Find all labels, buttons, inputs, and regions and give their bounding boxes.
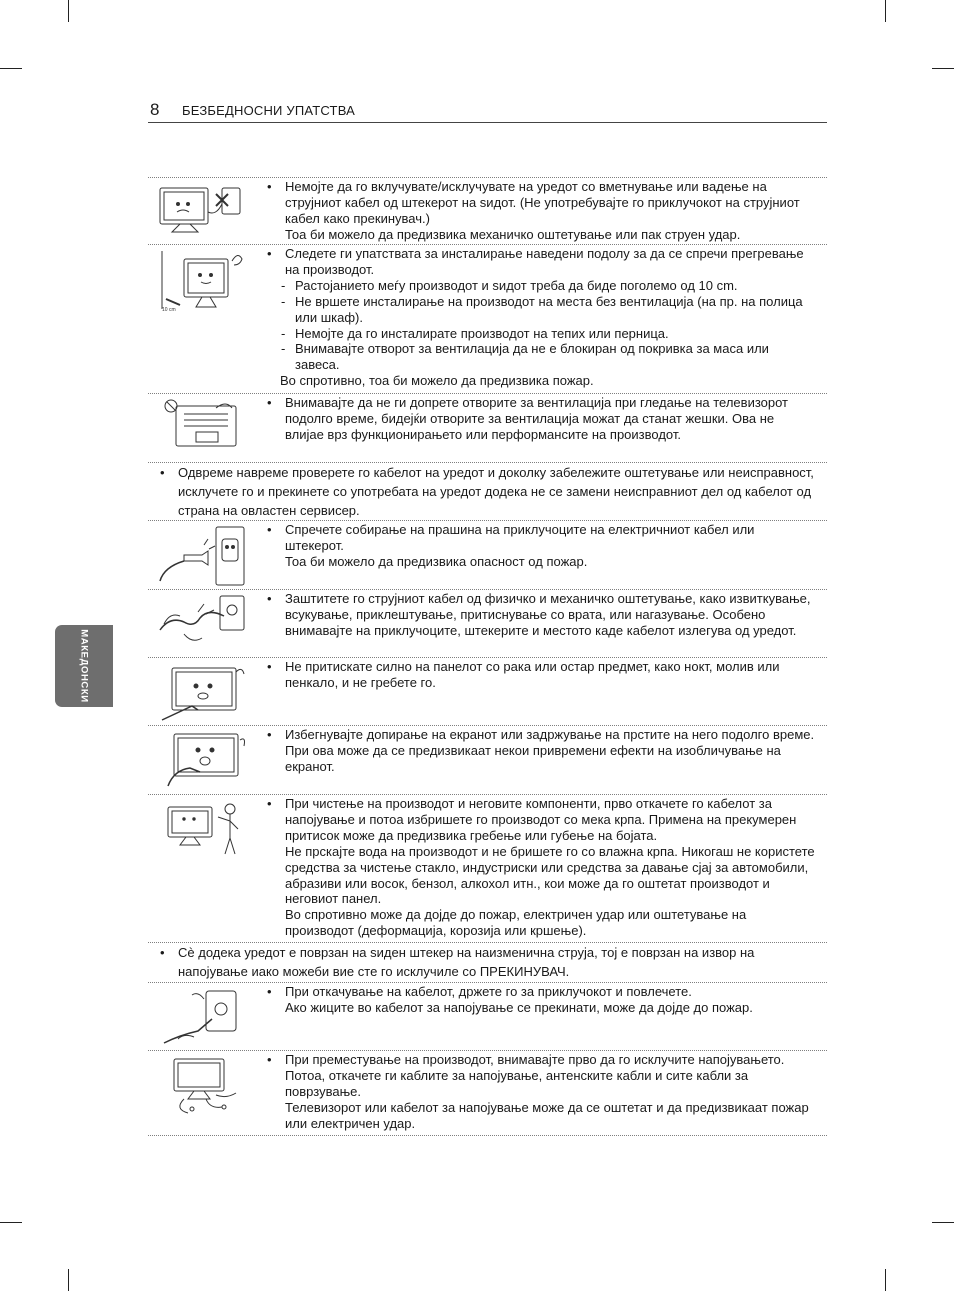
bullet: • [267, 522, 272, 537]
item-main-text: Сè додека уредот е поврзан на ѕиден штекер на наизменична струја, тој е поврзан на извор на напојување иако можеби вие сте го исклучиле со ПРЕКИНУВАЧ. [178, 945, 755, 979]
item-text [158, 463, 818, 520]
item-text [265, 246, 815, 389]
bullet: • [267, 395, 272, 410]
bullet: • [267, 727, 272, 742]
safety-item [148, 520, 827, 590]
bullet: • [267, 984, 272, 999]
tv-rear-vent-icon [154, 398, 248, 452]
item-text [265, 1052, 815, 1132]
safety-item [148, 1050, 827, 1136]
bullet: • [160, 945, 165, 960]
sub-item: - Растојанието меѓу производот и ѕидот треба да биде поголемо од 10 cm. [281, 277, 738, 293]
bullet: • [267, 796, 272, 811]
tv-cleaning-icon [154, 799, 248, 863]
item-main-text: Заштитете го струјниот кабел од физичко и механичко оштетување, како извиткување, всукување, приклештување, притиснување со врата, или нагазување. Особено внимавајте на приклучоците, штекерите и местото каде кабелот излегува од уредот. [285, 591, 811, 638]
tv-unplug-icon [154, 182, 248, 236]
tv-touch-screen-icon [154, 730, 248, 792]
bullet: • [160, 465, 165, 480]
safety-item [148, 982, 827, 1051]
safety-item [148, 393, 827, 463]
sub-item: - Внимавајте отворот за вентилација да не е блокиран од покривка за маса или завеса. [281, 341, 769, 373]
crop-mark [0, 1222, 22, 1223]
item-main-text: При чистење на производот и неговите компоненти, прво откачете го кабелот за напојување и потоа избришете го производот со мека крпа. Примена на прекумерен притисок може да предизвика гребење или губење на бојата. [285, 796, 797, 843]
bullet: • [267, 179, 272, 194]
item-main-text: Не притискате силно на панелот со рака или остар предмет, како нокт, молив или пенкало, и не гребете го. [285, 659, 780, 690]
item-main-text: Спречете собирање на прашина на приклучоците на електричниот кабел или штекерот. [285, 522, 755, 553]
sub-item: - Не вршете инсталирање на производот на места без вентилација (на пр. на полица или шкаф). [281, 293, 803, 325]
page-number: 8 [150, 100, 160, 119]
plug-dust-icon [154, 525, 248, 587]
bullet: • [267, 246, 272, 261]
page-header [148, 100, 827, 123]
safety-item [148, 794, 827, 943]
language-tab [55, 625, 113, 707]
item-main-text: Внимавајте да не ги допрете отворите за вентилација при гледање на телевизорот подолго време, бидејќи отворите за вентилација можат да станат жешки. Ова не влијае врз функционирањето или перформансите на производот. [285, 395, 789, 442]
tv-move-cables-icon [154, 1055, 248, 1115]
cable-damage-icon [154, 594, 248, 656]
bullet: • [267, 591, 272, 606]
tv-press-panel-icon [154, 662, 248, 724]
bullet: • [267, 1052, 272, 1067]
item-note: Во спротивно може да дојде до пожар, електричен удар или оштетување на производот (деформација, корозија или кршење). [285, 907, 747, 939]
crop-mark [0, 68, 22, 69]
item-main-text: Избегнувајте допирање на екранот или задржување на прстите на него подолго време. При ова може да се предизвикаат некои привремени ефекти на изобличување на екранот. [285, 727, 815, 774]
item-main-text: Одвреме навреме проверете го кабелот на уредот и доколку забележите оштетување или неисправност, исклучете го и прекинете со употребата на уредот додека не се замени неисправниот дел од кабелот од страна на овластен сервисер. [178, 465, 814, 518]
item-text [265, 179, 815, 243]
crop-mark [68, 1269, 69, 1291]
unplug-hold-plug-icon [154, 987, 248, 1049]
safety-item [148, 589, 827, 658]
item-note: Тоа би можело да предизвика механичко оштетување или пак струен удар. [285, 226, 741, 242]
item-note: Ако жиците во кабелот за напојување се прекинати, може да дојде до пожар. [285, 999, 753, 1015]
safety-item [148, 657, 827, 726]
language-tab-label: МАКЕДОНСКИ [78, 629, 90, 703]
item-main-text: При преместување на производот, внимавајте прво да го исклучите напојувањето. Потоа, откачете ги каблите за напојување, антенските кабли и сите кабли за поврзување. [285, 1052, 785, 1099]
item-note: Во спротивно, тоа би можело да предизвика пожар. [280, 373, 594, 389]
safety-item [148, 244, 827, 394]
sub-item: - Немојте да го инсталирате производот на тепих или перница. [281, 325, 669, 341]
crop-mark [885, 1269, 886, 1291]
item-text [265, 522, 815, 570]
item-note: Телевизорот или кабелот за напојување може да се оштетат и да предизвикаат пожар или електричен удар. [285, 1099, 809, 1131]
item-text [265, 395, 815, 443]
crop-mark [885, 0, 886, 22]
section-title: БЕЗБЕДНОСНИ УПАТСТВА [182, 103, 356, 118]
safety-item [148, 177, 827, 245]
tv-wall-ventilation-icon [154, 249, 248, 313]
item-text [158, 943, 818, 981]
item-main-text: При откачување на кабелот, држете го за приклучокот и повлечете. [285, 984, 692, 999]
bullet: • [267, 659, 272, 674]
safety-item [148, 725, 827, 795]
item-note: Не прскајте вода на производот и не бришете го со влажна крпа. Никогаш не користете средства за чистење стакло, индустриски или средства за давање сјај за автомобили, абразиви или восок, бензол, алкохол итн., кои може да го оштетат производот и неговиот панел. [285, 843, 815, 907]
item-text [265, 659, 815, 691]
item-main-text: Следете ги упатствата за инсталирање наведени подолу за да се спречи прегревање на производот. [285, 246, 804, 277]
safety-item [148, 942, 827, 983]
crop-mark [68, 0, 69, 22]
item-note: Тоа би можело да предизвика опасност од пожар. [285, 553, 588, 569]
item-text [265, 727, 815, 775]
crop-mark [932, 68, 954, 69]
svg-text:10 cm: 10 cm [162, 307, 176, 313]
item-main-text: Немојте да го вклучувате/исклучувате на уредот со вметнување или вадење на струјниот кабел од штекерот на ѕидот. (Не употребувајте го приклучокот на струјниот кабел како прекинувач.) [285, 179, 800, 226]
safety-item [148, 462, 827, 521]
crop-mark [932, 1222, 954, 1223]
item-text [265, 984, 815, 1016]
item-text [265, 591, 815, 639]
item-text [265, 796, 815, 939]
